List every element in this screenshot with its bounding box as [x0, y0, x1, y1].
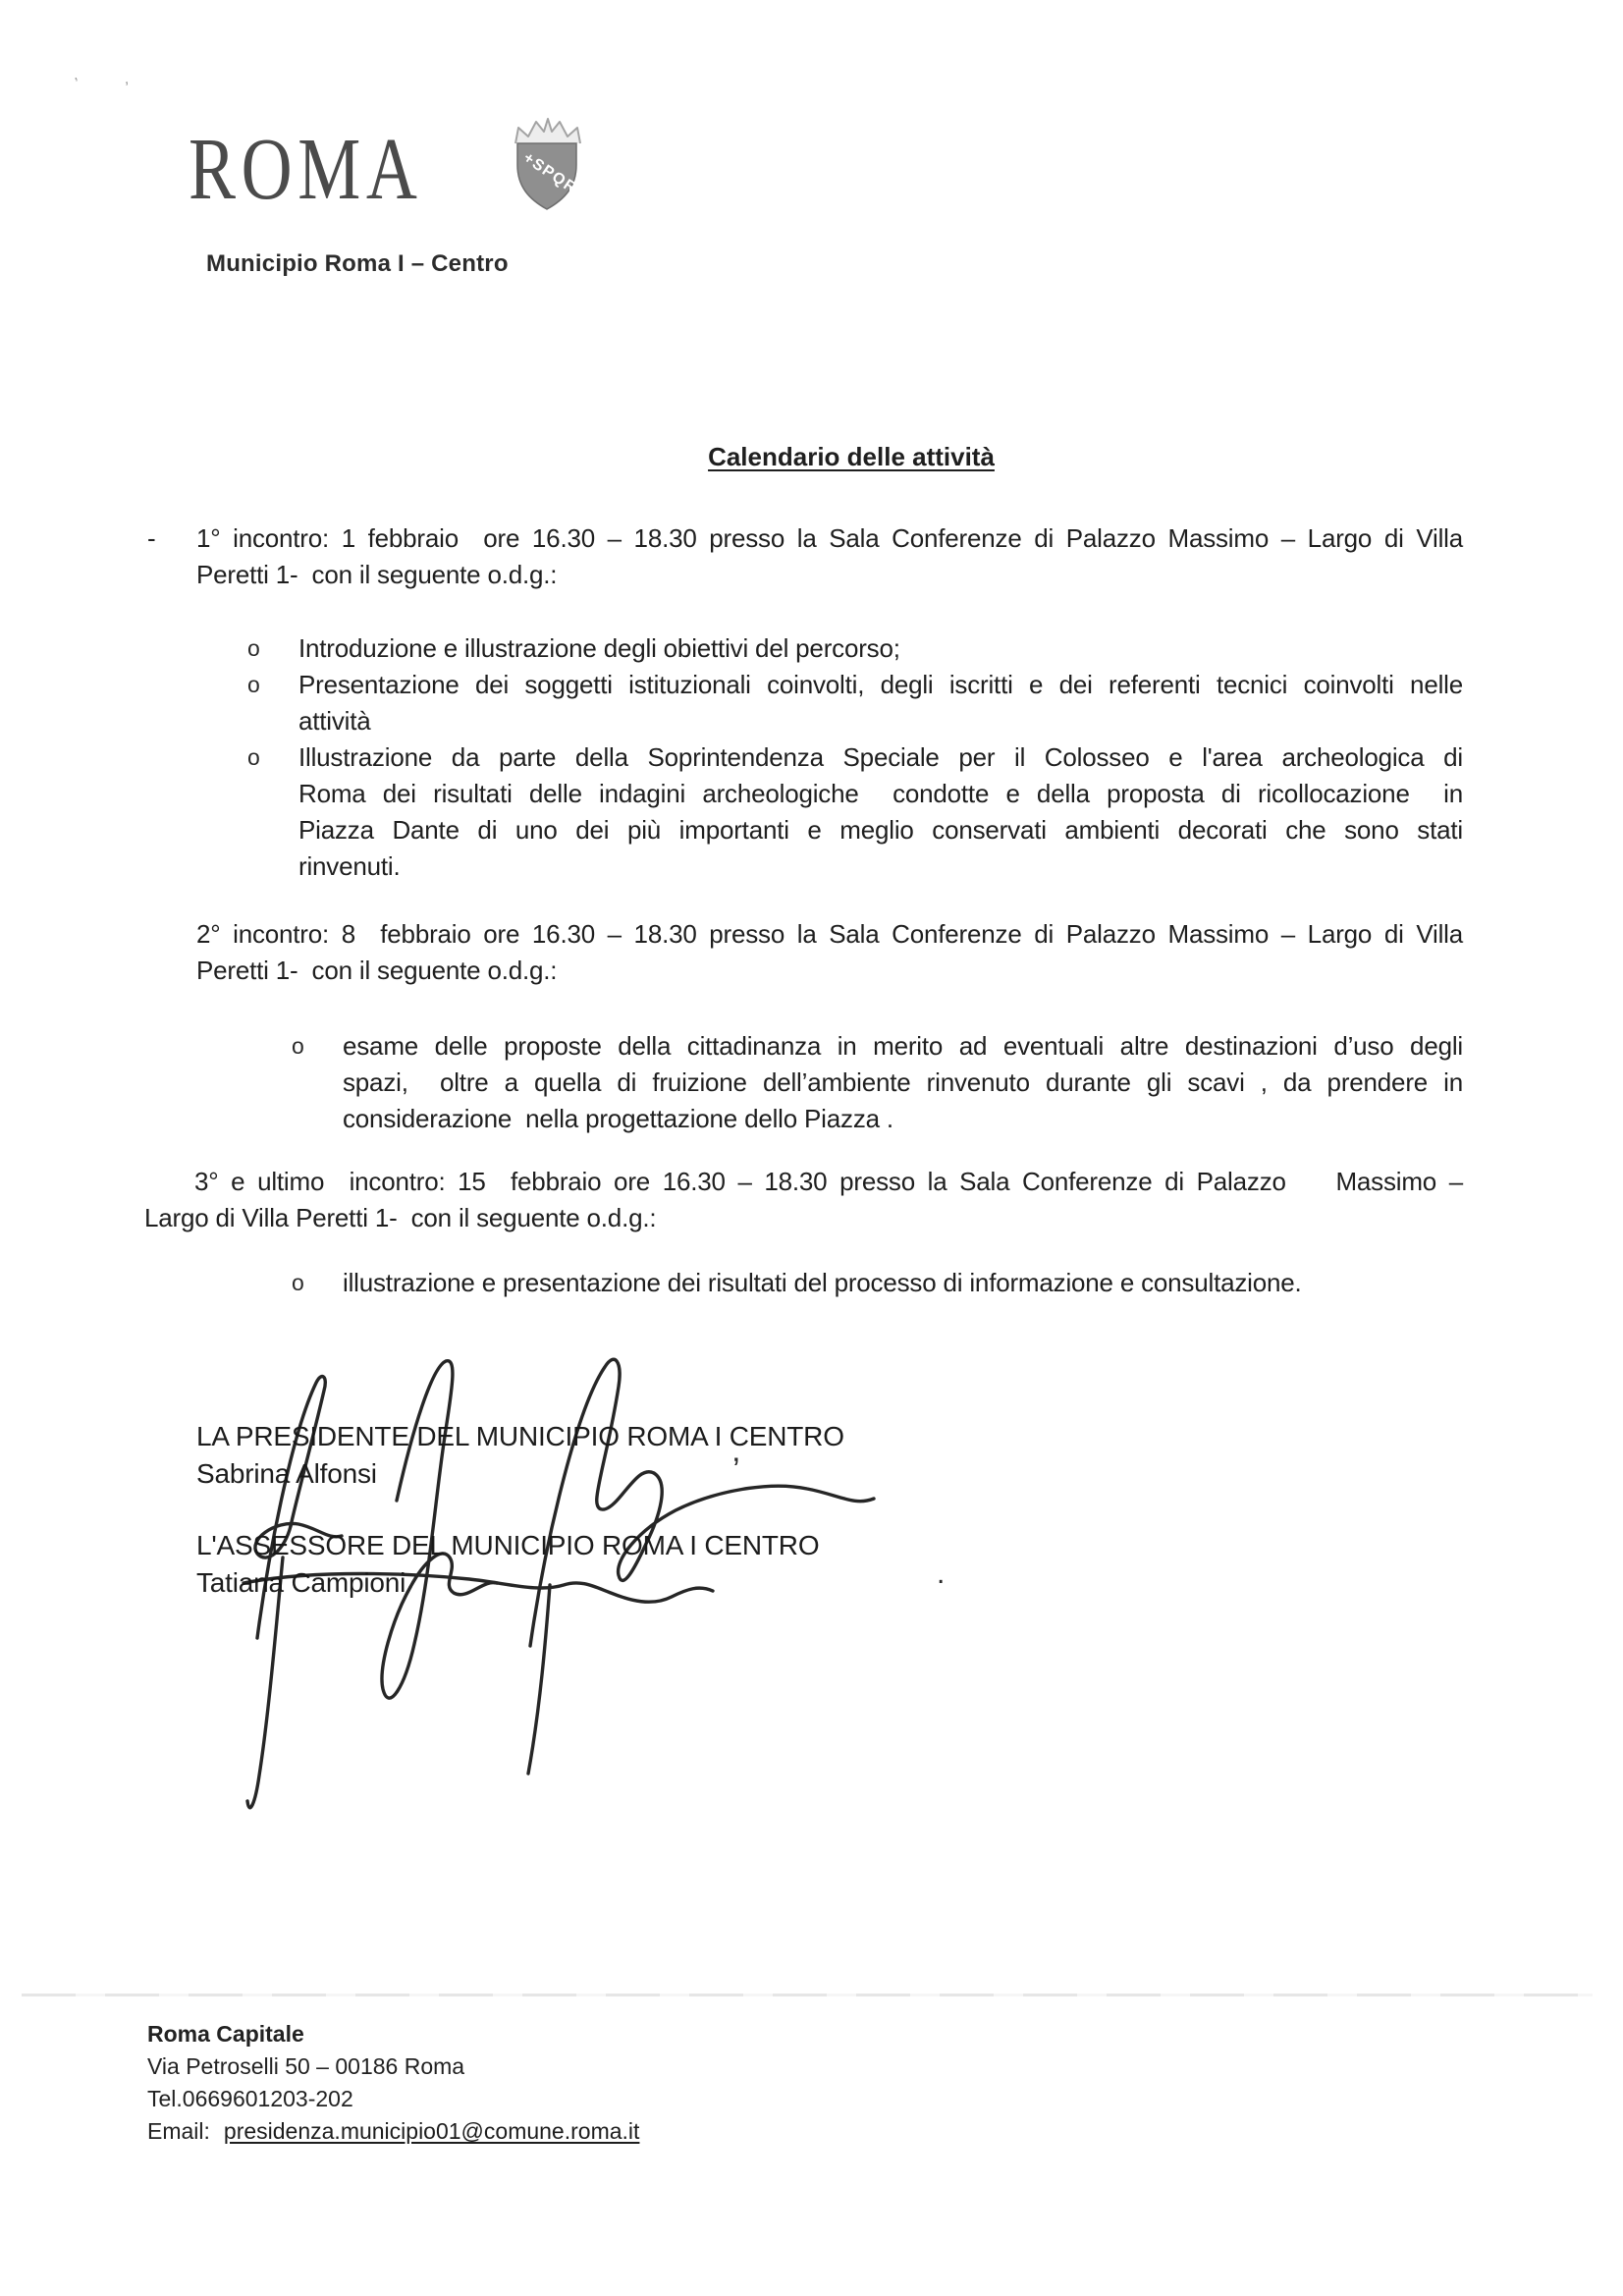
- bullet-marker: o: [247, 635, 260, 661]
- scan-dot-mark: .: [937, 1558, 946, 1590]
- spqr-crest-icon: [509, 116, 585, 214]
- text-line: Illustrazione da parte della Soprintendenza Speciale per il Colosseo e l'area archeologica di: [298, 742, 1463, 772]
- list-item: [292, 1265, 1463, 1301]
- email-label: Email:: [147, 2118, 210, 2144]
- crest-label: +SPQR: [519, 149, 580, 198]
- scan-speck: ,: [70, 66, 80, 84]
- footer-address: Via Petroselli 50 – 00186 Roma: [147, 2053, 465, 2079]
- handwritten-signature: [177, 1345, 982, 1836]
- list-item: [247, 630, 1463, 667]
- meeting-1-bullet-list: [247, 630, 1463, 885]
- footer-email-row: [147, 2115, 639, 2148]
- text-line: spazi, oltre a quella di fruizione dell’ambiente rinvenuto durante gli scavi , da prendere in: [343, 1067, 1463, 1097]
- text-line: attività: [298, 706, 371, 736]
- meeting-3-paragraph: [144, 1164, 1463, 1236]
- text-line: illustrazione e presentazione dei risultati del processo di informazione e consultazione.: [343, 1268, 1302, 1297]
- list-item: [247, 667, 1463, 739]
- footer-org: Roma Capitale: [147, 2021, 304, 2047]
- footer: [147, 2018, 639, 2148]
- bullet-marker: o: [247, 744, 260, 770]
- scan-speck: ,: [125, 71, 130, 87]
- president-title: LA PRESIDENTE DEL MUNICIPIO ROMA I CENTRO: [196, 1421, 844, 1451]
- text-line: Largo di Villa Peretti 1- con il seguente o.d.g.:: [144, 1203, 657, 1232]
- list-item: [247, 739, 1463, 885]
- president-name: Sabrina Alfonsi: [196, 1458, 377, 1489]
- bullet-marker: o: [247, 672, 260, 697]
- crown-icon: [515, 119, 580, 143]
- meeting-2-bullet-list: [292, 1028, 1463, 1137]
- text-line: 3° e ultimo incontro: 15 febbraio ore 16.30 – 18.30 presso la Sala Conferenze di Palazzo Massimo –: [194, 1167, 1463, 1196]
- text-line: Peretti 1- con il seguente o.d.g.:: [196, 560, 558, 589]
- text-line: Peretti 1- con il seguente o.d.g.:: [196, 956, 558, 985]
- email-link[interactable]: presidenza.municipio01@comune.roma.it: [223, 2118, 640, 2144]
- municipio-subtitle: Municipio Roma I – Centro: [206, 250, 509, 277]
- list-item: [292, 1028, 1463, 1137]
- text-line: considerazione nella progettazione dello Piazza .: [343, 1104, 893, 1133]
- text-line: 1° incontro: 1 febbraio ore 16.30 – 18.30 presso la Sala Conferenze di Palazzo Massimo – Largo di Villa: [196, 523, 1463, 553]
- roma-logo: ROMA: [189, 121, 423, 218]
- assessor-title: L'ASSESSORE DEL MUNICIPIO ROMA I CENTRO: [196, 1530, 820, 1560]
- meeting-2-paragraph: [196, 916, 1463, 989]
- text-line: 2° incontro: 8 febbraio ore 16.30 – 18.30 presso la Sala Conferenze di Palazzo Massimo – Largo di Villa: [196, 919, 1463, 949]
- meeting-1-paragraph: [196, 520, 1463, 593]
- page-title: Calendario delle attività: [708, 442, 995, 471]
- bullet-marker: o: [292, 1033, 304, 1059]
- text-line: Presentazione dei soggetti istituzionali coinvolti, degli iscritti e dei referenti tecnici coinvolti nelle: [298, 670, 1463, 699]
- scan-apostrophe-mark: ’: [732, 1451, 740, 1489]
- text-line: rinvenuti.: [298, 851, 401, 881]
- text-line: Piazza Dante di uno dei più importanti e meglio conservati ambienti decorati che sono stati: [298, 815, 1463, 845]
- list-dash-marker: -: [147, 523, 156, 553]
- scan-fold-line: [22, 1994, 1593, 1996]
- footer-phone: Tel.0669601203-202: [147, 2086, 353, 2111]
- meeting-3-bullet-list: [292, 1265, 1463, 1301]
- bullet-marker: o: [292, 1270, 304, 1295]
- assessor-name: Tatiana Campioni: [196, 1567, 406, 1598]
- text-line: Introduzione e illustrazione degli obiettivi del percorso;: [298, 633, 900, 663]
- text-line: esame delle proposte della cittadinanza in merito ad eventuali altre destinazioni d’uso degli: [343, 1031, 1463, 1061]
- text-line: Roma dei risultati delle indagini archeologiche condotte e della proposta di ricollocazione in: [298, 779, 1463, 808]
